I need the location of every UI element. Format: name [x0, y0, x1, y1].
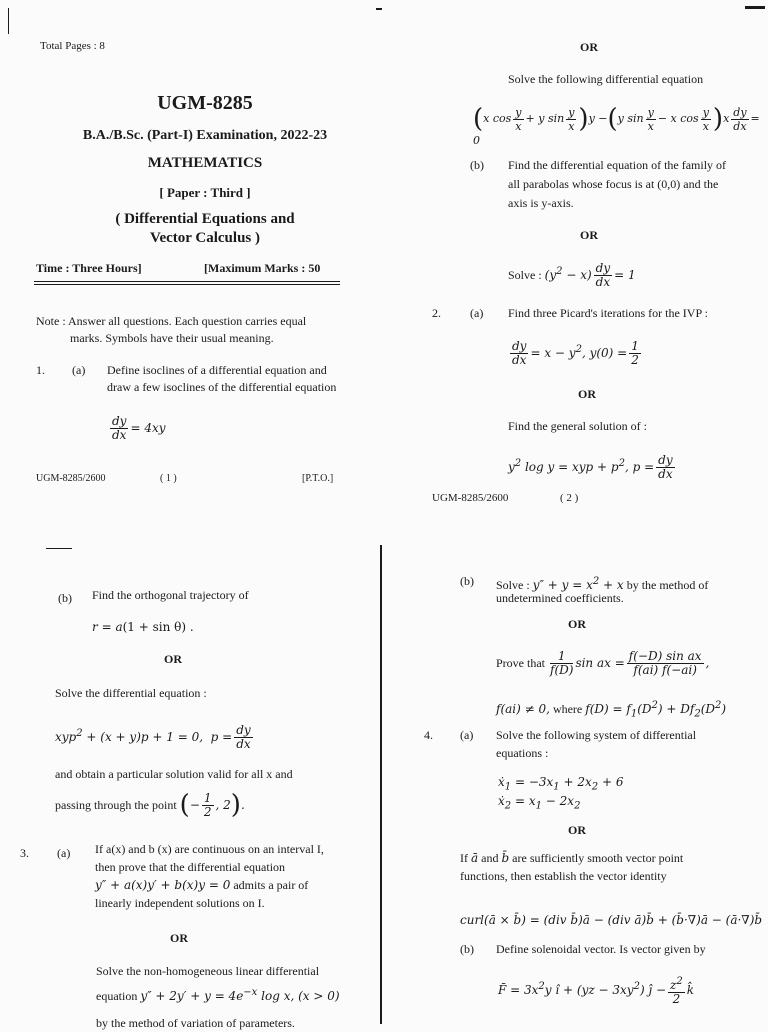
footer-page: ( 1 )	[160, 473, 177, 484]
subject-title: MATHEMATICS	[147, 155, 263, 171]
q1-part-b: (b)	[470, 158, 484, 172]
q3-text-1: If a(x) and b (x) are continuous on an interval I,	[95, 842, 324, 856]
q3-admits: admits a pair of	[233, 878, 309, 892]
q1b-text: Find the orthogonal trajectory of	[92, 588, 249, 602]
header-rule	[34, 284, 340, 285]
vector-text-1: If ā and b̄ are sufficiently smooth vector point	[460, 851, 684, 865]
scan-mark	[745, 6, 765, 9]
time-label: Time : Three Hours]	[36, 261, 142, 275]
q1-equation: $\frac{dy}{dx}$ = 4xy	[112, 414, 166, 442]
curl-identity: curl(ā × b̄) = (div b̄)ā − (div ā)b̄ + (b̄·∇)ā − (ā·∇)b̄	[460, 913, 763, 927]
particular-text-1: and obtain a particular solution valid for all x and	[55, 767, 293, 781]
q3-text-4: linearly independent solutions on I.	[95, 896, 265, 910]
page-divider	[380, 545, 382, 1024]
or-label: OR	[170, 931, 188, 945]
q3-text-2: then prove that the differential equation	[95, 860, 286, 874]
particular-point-label: passing through the point	[55, 798, 177, 812]
cutoff-text: by the method of variation of parameters.	[96, 1016, 295, 1030]
q3-part-a: (a)	[57, 846, 71, 860]
general-solution: Find the general solution of :	[508, 419, 647, 433]
note-line-2: marks. Symbols have their usual meaning.	[70, 331, 274, 345]
q3b-text-1: Solve : $y'' + y = x^2 + x$ by the method of	[496, 576, 709, 592]
page-edge-mark	[8, 8, 9, 34]
q1b-text-2: all parabolas whose focus is at (0,0) and the	[508, 177, 719, 191]
scan-mark	[46, 548, 72, 549]
or-label: OR	[164, 652, 182, 666]
solve-de-text: Solve the differential equation :	[55, 686, 207, 700]
q1-number: 1.	[36, 363, 45, 377]
solve-2: Solve : $(y^2 - x)$ $\frac{dy}{dx}$ = 1	[508, 261, 636, 289]
scan-mark	[376, 8, 382, 10]
q3-text-3: y″ + a(x)y′ + b(x)y = 0 admits a pair of	[95, 878, 309, 892]
q1-eq-rhs: = 4xy	[130, 421, 166, 435]
q2-text: Find three Picard's iterations for the IVP :	[508, 306, 709, 320]
q3b-method: by the method of	[626, 578, 709, 592]
or-label: OR	[568, 823, 586, 837]
exam-title: B.A./B.Sc. (Part-I) Examination, 2022-23	[82, 128, 328, 143]
q4-number: 4.	[424, 728, 433, 742]
or-label: OR	[580, 228, 598, 242]
system-eq-2: ẋ$_2$ = $x_1 - 2x_2$	[498, 794, 581, 812]
where-label: where	[552, 702, 583, 716]
or-label: OR	[568, 617, 586, 631]
footer-page: ( 2 )	[560, 492, 579, 504]
q1b-text-3: axis is y-axis.	[508, 196, 574, 210]
q1-text-1: Define isoclines of a differential equation and	[107, 363, 327, 377]
particular-text-2: passing through the point (− $\frac{1}{2}$ , 2).	[55, 790, 245, 820]
where-line: f(ai) ≠ 0, where $f(D) = f_1(D^2) + Df_2(D^2)$	[496, 700, 727, 720]
q1b-text-1: Find the differential equation of the family of	[508, 158, 727, 172]
vector-field: F̄ = $3x^2y$ î + $(yz - 3xy^2)$ ĵ − $\frac{z^2}{2}$ k̂	[498, 976, 695, 1006]
nonhom-text-1: Solve the non-homogeneous linear differential	[96, 964, 320, 978]
paper-code: UGM-8285	[157, 92, 253, 114]
q3b-text-2: undetermined coefficients.	[496, 591, 624, 605]
orthogonal-curve: r = a(1 + sin θ) .	[92, 620, 194, 634]
paper-label: [ Paper : Third ]	[159, 185, 251, 200]
footer-pto: [P.T.O.]	[302, 473, 334, 484]
nonhom-equation-label: equation	[96, 989, 138, 1003]
max-marks: [Maximum Marks : 50	[204, 261, 321, 275]
or-label: OR	[580, 40, 598, 54]
q2-number: 2.	[432, 306, 441, 320]
or-label: OR	[578, 387, 596, 401]
prove-statement: Prove that $\frac{1}{f(D)}$ sin ax = $\frac{\text{f(−D) sin ax}}{f(ai) f(-ai)}$ ,	[496, 649, 710, 677]
topic-line-2: Vector Calculus )	[150, 230, 260, 246]
vector-text-2: functions, then establish the vector identity	[460, 869, 667, 883]
q4b-text: Define solenoidal vector. Is vector given by	[496, 942, 706, 956]
q2-part-a: (a)	[470, 306, 484, 320]
header-rule	[34, 281, 340, 282]
nonhom-text-2: equation $y'' + 2y' + y = 4e^{-x}$ log x, (x > 0)	[96, 987, 340, 1003]
q1-part-a: (a)	[72, 363, 86, 377]
nonlinear-equation: xyp$^2$ + (x + y)p + 1 = 0, p = $\frac{dy}{dx}$	[55, 723, 251, 751]
q3-part-b: (b)	[460, 574, 474, 588]
vector-smooth: are sufficiently smooth vector point	[512, 851, 684, 865]
prove-label: Prove that	[496, 656, 545, 670]
ivp-equation: $\frac{dy}{dx}$ = $x - y^2$, y(0) = $\frac{1}{2}$	[512, 339, 639, 367]
footer-code: UGM-8285/2600	[36, 473, 106, 484]
total-pages: Total Pages : 8	[40, 40, 105, 52]
q1-part-b: (b)	[58, 591, 72, 605]
q4-part-a: (a)	[460, 728, 474, 742]
q4-part-b: (b)	[460, 942, 474, 956]
eq-homogeneous: (x cos $\frac{y}{x}$ + y sin $\frac{y}{x}$ )y −(y sin $\frac{y}{x}$ − x cos $\frac{y}{x}$ )x $\frac{dy}{dx}$ = 0	[473, 104, 760, 147]
q4-text-1: Solve the following system of differential	[496, 728, 697, 742]
solve-2-label: Solve :	[508, 268, 542, 282]
clairaut-equation: $y^2$ log y = xyp + $p^2$, p = $\frac{dy}{dx}$	[508, 453, 673, 481]
system-eq-1: ẋ$_1$ = $-3x_1 + 2x_2 + 6$	[498, 775, 624, 793]
topic-line-1: ( Differential Equations and	[115, 211, 295, 227]
q4-text-2: equations :	[496, 746, 549, 760]
footer-code: UGM-8285/2600	[432, 492, 509, 504]
q1-text-2: draw a few isoclines of the differential equation	[107, 380, 337, 394]
note-line-1: Note : Answer all questions. Each question carries equal	[36, 314, 307, 328]
q3-number: 3.	[20, 846, 29, 860]
solve-de-1: Solve the following differential equation	[508, 72, 704, 86]
